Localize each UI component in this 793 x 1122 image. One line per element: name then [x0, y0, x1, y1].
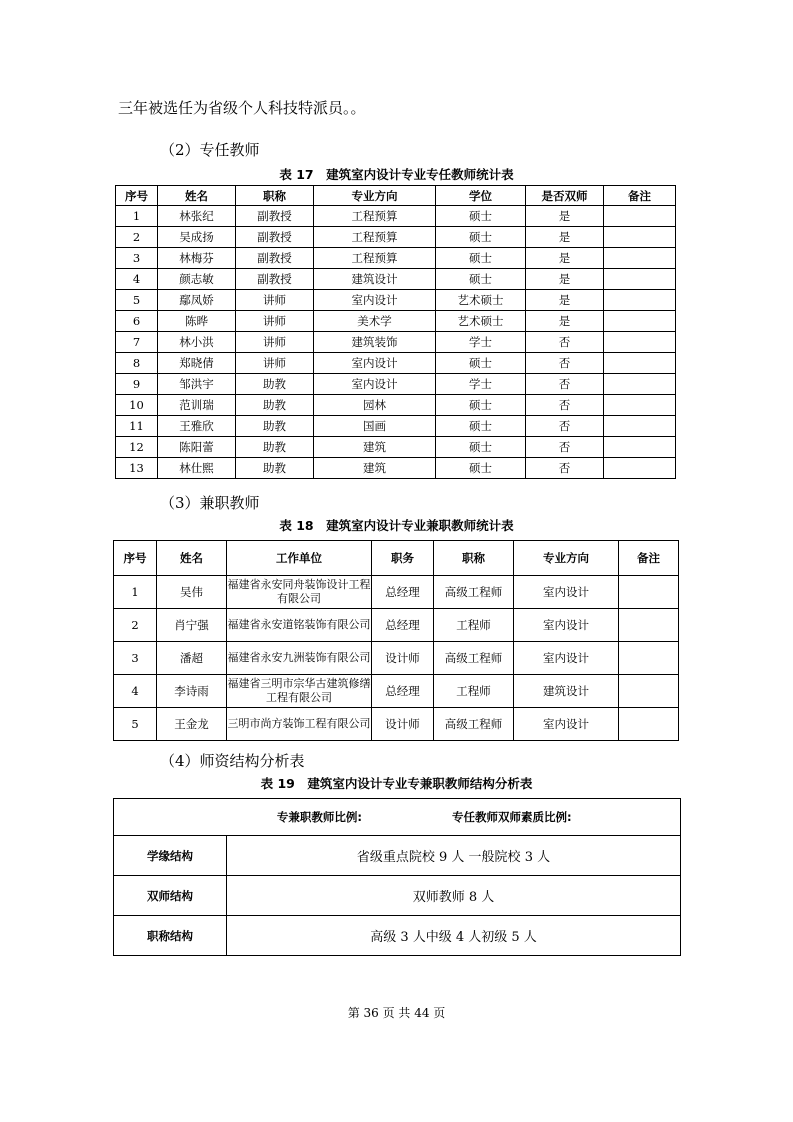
- table-cell: 高级工程师: [434, 708, 514, 741]
- table-cell: 福建省永安九洲装饰有限公司: [227, 642, 372, 675]
- table-cell: [604, 290, 676, 311]
- table-row: [116, 395, 676, 416]
- table-cell: 否: [526, 374, 604, 395]
- col-header: 序号: [116, 186, 158, 206]
- table-row: [114, 708, 679, 741]
- col-header: 备注: [619, 541, 679, 576]
- table-cell: 4: [114, 675, 157, 708]
- table-cell: 建筑设计: [314, 269, 436, 290]
- table-cell: [619, 642, 679, 675]
- table-cell: 学缘结构: [114, 836, 227, 876]
- table-cell: 国画: [314, 416, 436, 437]
- table-cell: 设计师: [372, 642, 434, 675]
- table-cell: 硕士: [436, 395, 526, 416]
- table-cell: 福建省永安道铭装饰有限公司: [227, 609, 372, 642]
- table-cell: 5: [116, 290, 158, 311]
- section-heading-full-time: （2）专任教师: [160, 141, 260, 159]
- table-cell: 讲师: [236, 353, 314, 374]
- table-cell: [604, 227, 676, 248]
- table-cell: 13: [116, 458, 158, 479]
- table-cell: 是: [526, 227, 604, 248]
- col-header: 序号: [114, 541, 157, 576]
- table-cell: 颜志敏: [158, 269, 236, 290]
- table-cell: 12: [116, 437, 158, 458]
- table-cell: 高级工程师: [434, 642, 514, 675]
- table-cell: 讲师: [236, 332, 314, 353]
- table-row: [116, 227, 676, 248]
- table-cell: 8: [116, 353, 158, 374]
- table-cell: 讲师: [236, 290, 314, 311]
- table-cell: 工程师: [434, 675, 514, 708]
- table-row: [116, 374, 676, 395]
- table-cell: 硕士: [436, 248, 526, 269]
- table-cell: 高级工程师: [434, 576, 514, 609]
- table-cell: 吴成扬: [158, 227, 236, 248]
- table-cell: 4: [116, 269, 158, 290]
- col-header: 姓名: [158, 186, 236, 206]
- table19-caption: 表 19 建筑室内设计专业专兼职教师结构分析表: [260, 776, 533, 791]
- table-cell: 工程预算: [314, 248, 436, 269]
- table-row: [116, 458, 676, 479]
- table-cell: 室内设计: [514, 609, 619, 642]
- table-row: [116, 206, 676, 227]
- table-cell: 福建省三明市宗华古建筑修缮工程有限公司: [227, 675, 372, 708]
- table-cell: [604, 437, 676, 458]
- table-cell: 硕士: [436, 458, 526, 479]
- table-cell: 双师教师 8 人: [227, 876, 681, 916]
- col-header: 职称: [236, 186, 314, 206]
- table-cell: 室内设计: [314, 353, 436, 374]
- table-cell: 是: [526, 269, 604, 290]
- table-cell: 设计师: [372, 708, 434, 741]
- table-cell: 副教授: [236, 206, 314, 227]
- table-cell: 总经理: [372, 675, 434, 708]
- table-row: [116, 248, 676, 269]
- table-cell: 林梅芬: [158, 248, 236, 269]
- table-cell: 吴伟: [157, 576, 227, 609]
- table-row: [116, 269, 676, 290]
- table-cell: [619, 576, 679, 609]
- table-cell: 硕士: [436, 416, 526, 437]
- table-cell: 副教授: [236, 248, 314, 269]
- table-cell: [619, 609, 679, 642]
- table-cell: 美术学: [314, 311, 436, 332]
- table-cell: 3: [114, 642, 157, 675]
- table-cell: 福建省永安同舟装饰设计工程有限公司: [227, 576, 372, 609]
- table-cell: [604, 353, 676, 374]
- table-row: [116, 437, 676, 458]
- table-cell: 工程师: [434, 609, 514, 642]
- table-cell: 否: [526, 458, 604, 479]
- table-cell: 室内设计: [514, 576, 619, 609]
- table-cell: [604, 395, 676, 416]
- table-cell: [604, 248, 676, 269]
- ratio-part-time: 专兼职教师比例:: [276, 810, 362, 824]
- part-time-teacher-table: [113, 540, 679, 741]
- table-cell: 助教: [236, 437, 314, 458]
- table-cell: 学士: [436, 374, 526, 395]
- table-row: [116, 332, 676, 353]
- table-row: [116, 311, 676, 332]
- table-cell: [604, 332, 676, 353]
- table-cell: 否: [526, 437, 604, 458]
- table-cell: 建筑设计: [514, 675, 619, 708]
- table-cell: 双师结构: [114, 876, 227, 916]
- table-row: [114, 836, 681, 876]
- table-cell: 11: [116, 416, 158, 437]
- table-cell: 王雅欣: [158, 416, 236, 437]
- table-cell: 室内设计: [314, 374, 436, 395]
- table-cell: 助教: [236, 374, 314, 395]
- table-cell: 肖宁强: [157, 609, 227, 642]
- table-cell: [619, 708, 679, 741]
- table-cell: 7: [116, 332, 158, 353]
- table-cell: 否: [526, 353, 604, 374]
- table-header-row: [116, 186, 676, 206]
- table-row: [114, 642, 679, 675]
- table-cell: [604, 269, 676, 290]
- table-cell: 建筑: [314, 437, 436, 458]
- table-row: [114, 916, 681, 956]
- table-cell: 省级重点院校 9 人 一般院校 3 人: [227, 836, 681, 876]
- table-cell: 潘超: [157, 642, 227, 675]
- table-row: [114, 576, 679, 609]
- table-cell: 助教: [236, 416, 314, 437]
- ratio-row: [114, 799, 681, 836]
- table-cell: 工程预算: [314, 206, 436, 227]
- table-cell: 助教: [236, 395, 314, 416]
- table-cell: 3: [116, 248, 158, 269]
- table-cell: [604, 206, 676, 227]
- intro-paragraph: 三年被选任为省级个人科技特派员。。: [118, 99, 366, 117]
- table-cell: 是: [526, 290, 604, 311]
- table-cell: 是: [526, 248, 604, 269]
- table-cell: 郑晓倩: [158, 353, 236, 374]
- table-cell: 艺术硕士: [436, 311, 526, 332]
- ratio-cell: [114, 799, 681, 836]
- table-cell: 硕士: [436, 269, 526, 290]
- ratio-dual: 专任教师双师素质比例:: [452, 810, 572, 824]
- table-cell: 建筑: [314, 458, 436, 479]
- table-cell: 副教授: [236, 269, 314, 290]
- col-header: 学位: [436, 186, 526, 206]
- table-cell: [604, 416, 676, 437]
- structure-analysis-table: [113, 798, 681, 956]
- table-cell: 硕士: [436, 227, 526, 248]
- table-cell: 否: [526, 332, 604, 353]
- table-cell: 5: [114, 708, 157, 741]
- table-cell: 林仕熙: [158, 458, 236, 479]
- col-header: 是否双师: [526, 186, 604, 206]
- table-cell: 硕士: [436, 437, 526, 458]
- table-cell: 邹洪宇: [158, 374, 236, 395]
- table-cell: 建筑装饰: [314, 332, 436, 353]
- col-header: 备注: [604, 186, 676, 206]
- table-row: [116, 353, 676, 374]
- table-cell: 王金龙: [157, 708, 227, 741]
- table-cell: [619, 675, 679, 708]
- table-cell: 陈晔: [158, 311, 236, 332]
- full-time-teacher-table: [115, 185, 676, 479]
- table-cell: 林张纪: [158, 206, 236, 227]
- table-cell: 副教授: [236, 227, 314, 248]
- table-row: [114, 876, 681, 916]
- table-cell: 李诗雨: [157, 675, 227, 708]
- table-cell: 园林: [314, 395, 436, 416]
- table-cell: 否: [526, 416, 604, 437]
- table-cell: 鄢凤娇: [158, 290, 236, 311]
- table-header-row: [114, 541, 679, 576]
- table-row: [116, 416, 676, 437]
- table-cell: [604, 311, 676, 332]
- table-row: [114, 675, 679, 708]
- table-cell: 是: [526, 311, 604, 332]
- table-cell: 硕士: [436, 353, 526, 374]
- table-cell: 6: [116, 311, 158, 332]
- table-row: [114, 609, 679, 642]
- table-cell: 1: [114, 576, 157, 609]
- table18-caption: 表 18 建筑室内设计专业兼职教师统计表: [279, 518, 514, 533]
- table-row: [116, 290, 676, 311]
- table-cell: 林小洪: [158, 332, 236, 353]
- page-number: 第 36 页 共 44 页: [347, 1006, 446, 1020]
- table-cell: 室内设计: [514, 708, 619, 741]
- col-header: 姓名: [157, 541, 227, 576]
- table-cell: 艺术硕士: [436, 290, 526, 311]
- table-cell: 总经理: [372, 576, 434, 609]
- table-cell: 范训瑞: [158, 395, 236, 416]
- table-cell: 工程预算: [314, 227, 436, 248]
- table-cell: [604, 374, 676, 395]
- table-cell: 职称结构: [114, 916, 227, 956]
- table-cell: 2: [116, 227, 158, 248]
- table-cell: 9: [116, 374, 158, 395]
- table-cell: 讲师: [236, 311, 314, 332]
- table-cell: 室内设计: [314, 290, 436, 311]
- table-cell: 2: [114, 609, 157, 642]
- col-header: 专业方向: [514, 541, 619, 576]
- col-header: 工作单位: [227, 541, 372, 576]
- col-header: 职称: [434, 541, 514, 576]
- table-cell: [604, 458, 676, 479]
- table-cell: 助教: [236, 458, 314, 479]
- section-heading-part-time: （3）兼职教师: [160, 494, 260, 512]
- table-cell: 学士: [436, 332, 526, 353]
- table-cell: 室内设计: [514, 642, 619, 675]
- table-cell: 否: [526, 395, 604, 416]
- section-heading-structure: （4）师资结构分析表: [160, 752, 305, 770]
- table17-caption: 表 17 建筑室内设计专业专任教师统计表: [279, 167, 514, 182]
- table-cell: 10: [116, 395, 158, 416]
- table-cell: 是: [526, 206, 604, 227]
- table-cell: 总经理: [372, 609, 434, 642]
- table-cell: 1: [116, 206, 158, 227]
- table-cell: 硕士: [436, 206, 526, 227]
- col-header: 职务: [372, 541, 434, 576]
- table-cell: 陈阳蕾: [158, 437, 236, 458]
- table-cell: 高级 3 人中级 4 人初级 5 人: [227, 916, 681, 956]
- col-header: 专业方向: [314, 186, 436, 206]
- table-cell: 三明市尚方装饰工程有限公司: [227, 708, 372, 741]
